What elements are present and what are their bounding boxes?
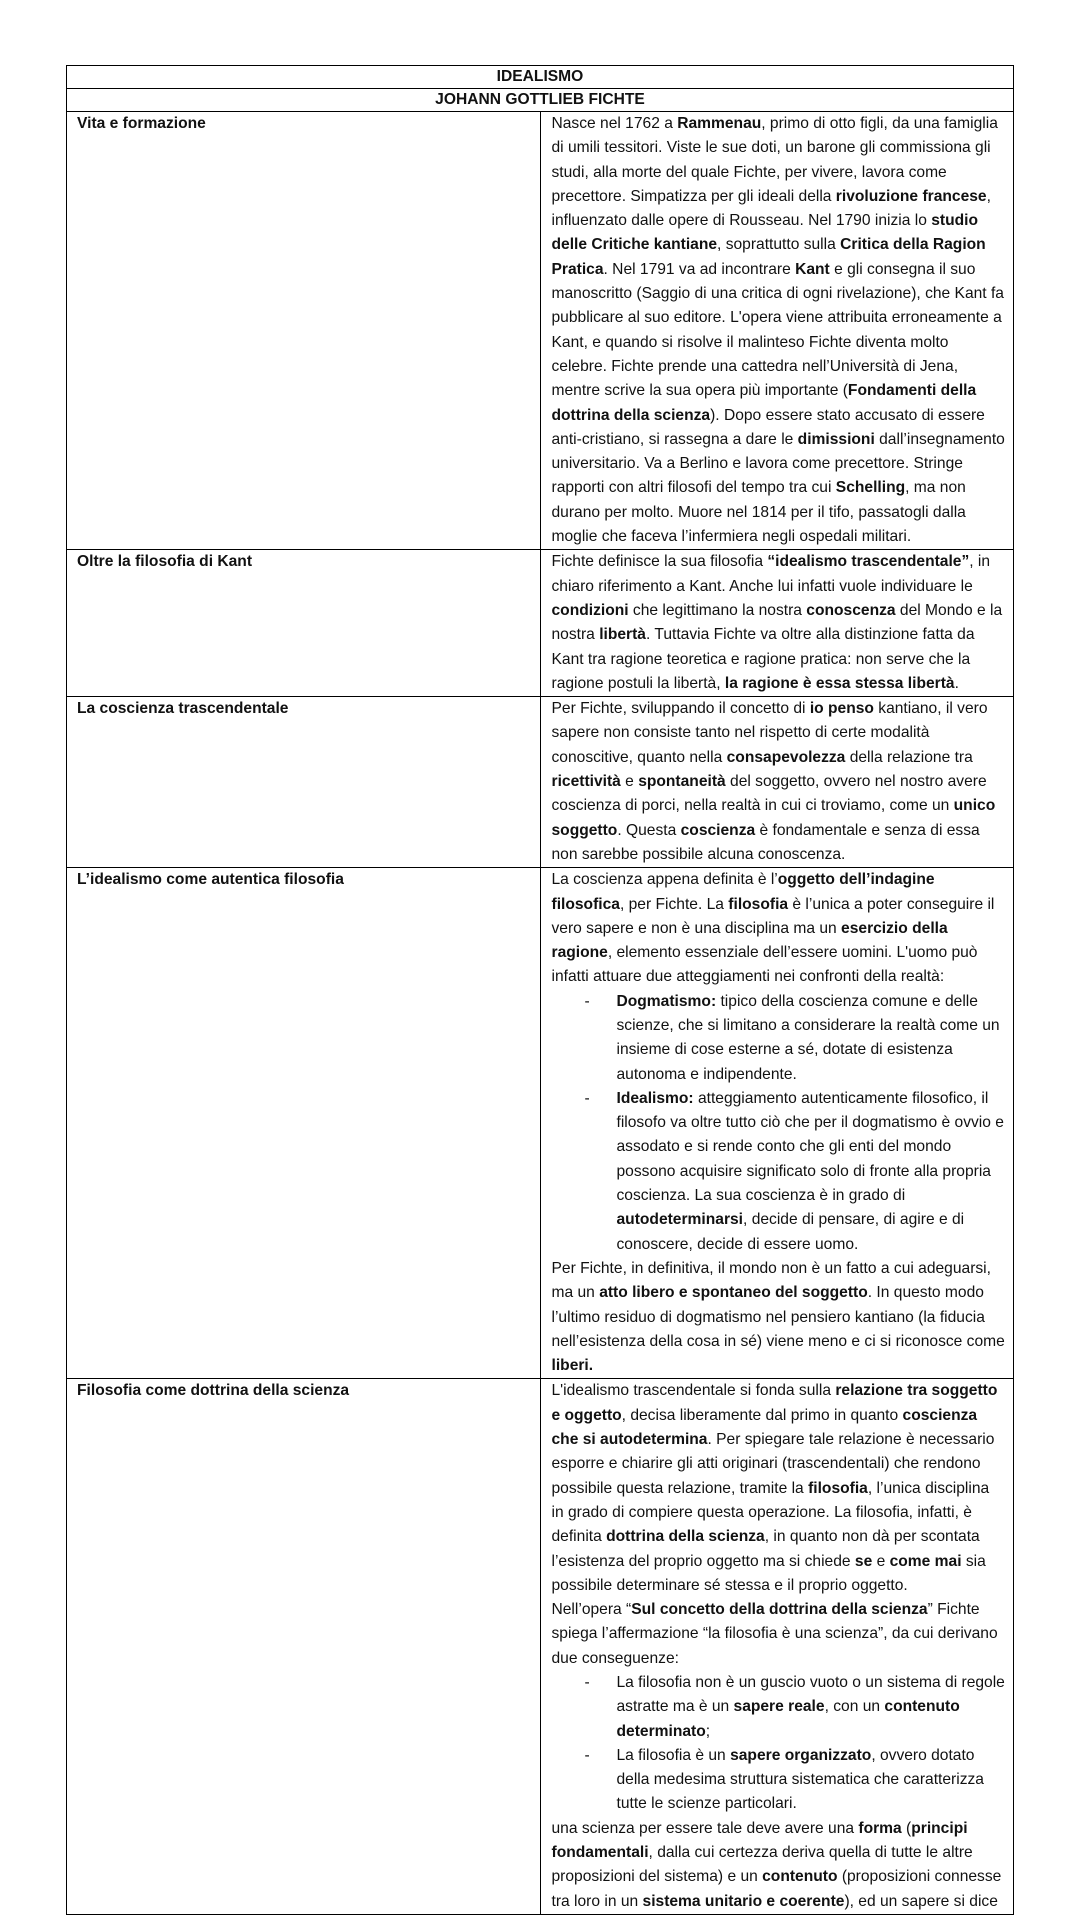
section-label: La coscienza trascendentale: [67, 697, 541, 868]
bold-term: contenuto: [762, 1868, 838, 1886]
bold-term: Fondamenti della dottrina della scienza: [551, 382, 977, 424]
bold-term: io penso: [809, 700, 874, 718]
bold-term: filosofia: [728, 895, 789, 913]
section-body: [540, 868, 1014, 1379]
section-label: Filosofia come dottrina della scienza: [67, 1379, 541, 1915]
bold-term: coscienza che si autodetermina: [551, 1406, 978, 1449]
bold-term: “idealismo trascendentale”: [767, 553, 970, 571]
paragraph: L'idealismo trascendentale si fonda sulla relazione tra soggetto e oggetto, decisa liberamente dal primo in quanto coscienza che si autodetermina. Per spiegare tale relazione è necessario esporre e chiarire gli atti originari (trascendentali) che rendono possibile questa relazione, tramite la filosofia, l’unica disciplina in grado di compiere questa operazione. La filosofia, infatti, è definita dottrina della scienza, in quanto non dà per scontata l’esistenza del proprio oggetto ma si chiede se e come mai sia possibile determinare sé stessa e il proprio oggetto.: [551, 1382, 998, 1594]
section-body: [540, 112, 1014, 550]
bold-term: conoscenza: [806, 601, 896, 619]
bold-term: Dogmatismo:: [616, 992, 717, 1010]
bold-term: condizioni: [551, 601, 629, 619]
bold-term: rivoluzione francese: [835, 187, 987, 205]
section-row: [67, 112, 1014, 550]
bullet-item: - La filosofia è un sapere organizzato, ovvero dotato della medesima struttura sistematica che caratterizza tutte le scienze particolari.: [552, 1744, 1006, 1817]
bold-term: relazione tra soggetto e oggetto: [551, 1382, 998, 1424]
section-label: Vita e formazione: [67, 112, 541, 550]
bold-term: unico soggetto: [551, 797, 996, 839]
bold-term: spontaneità: [638, 773, 726, 791]
bold-term: sistema unitario e coerente: [642, 1892, 845, 1910]
bold-term: se: [854, 1552, 873, 1570]
section-body: [540, 697, 1014, 868]
bold-term: libertà: [599, 626, 646, 644]
paragraph: una scienza per essere tale deve avere una forma (principi fondamentali, dalla cui certezza deriva quella di tutte le altre proposizioni del sistema) e un contenuto (proposizioni connesse tra loro in un sistema unitario e coerente), ed un sapere si dice: [551, 1819, 1002, 1910]
bold-term: atto libero e spontaneo del soggetto: [599, 1284, 868, 1302]
bold-term: la ragione è essa stessa libertà: [724, 674, 955, 692]
bold-term: sapere reale: [733, 1698, 825, 1716]
bold-term: Idealismo:: [616, 1089, 694, 1107]
bold-term: Rammenau: [677, 115, 762, 132]
paragraph: La coscienza appena definita è l’oggetto dell’indagine filosofica, per Fichte. La filosofia è l’unica a poter conseguire il vero sapere e non è una disciplina ma un esercizio della ragione, elemento essenziale dell’essere uomini. L'uomo può infatti attuare due atteggiamenti nei confronti della realtà:: [551, 871, 995, 986]
paragraph: Fichte definisce la sua filosofia “idealismo trascendentale”, in chiaro riferimento a Kant. Anche lui infatti vuole individuare le condizioni che legittimano la nostra conoscenza del Mondo e la nostra libertà. Tuttavia Fichte va oltre alla distinzione fatta da Kant tra ragione teoretica e ragione pratica: non serve che la ragione postuli la libertà, la ragione è essa stessa libertà.: [551, 553, 1003, 692]
title-row: [67, 66, 1014, 89]
bold-term: sapere organizzato: [730, 1746, 872, 1764]
section-row: [67, 697, 1014, 868]
section-body: [540, 550, 1014, 697]
paragraph: Per Fichte, in definitiva, il mondo non è un fatto a cui adeguarsi, ma un atto libero e spontaneo del soggetto. In questo modo l’ultimo residuo di dogmatismo nel pensiero kantiano (la fiducia nell’esistenza della cosa in sé) viene meno e ci si riconosce come liberi.: [551, 1259, 1005, 1375]
bold-term: coscienza: [680, 821, 756, 839]
bullet-item: - Dogmatismo: tipico della coscienza comune e delle scienze, che si limitano a considerare la realtà come un insieme di cose esterne a sé, dotate di esistenza autonoma e indipendente.: [552, 990, 1006, 1087]
bold-term: forma: [858, 1819, 902, 1837]
bold-term: dimissioni: [797, 430, 875, 448]
section-row: [67, 550, 1014, 697]
document-page: [66, 65, 1014, 1915]
bold-term: come mai: [889, 1552, 962, 1570]
document-subtitle: JOHANN GOTTLIEB FICHTE: [67, 89, 1014, 112]
bullet-item: - La filosofia non è un guscio vuoto o un sistema di regole astratte ma è un sapere reale, con un contenuto determinato;: [552, 1671, 1006, 1744]
bullet-list: [552, 1671, 1006, 1817]
paragraph: Nell’opera “Sul concetto della dottrina della scienza” Fichte spiega l’affermazione “la filosofia è una scienza”, da cui derivano due conseguenze:: [551, 1601, 998, 1667]
bold-term: filosofia: [808, 1479, 868, 1497]
bold-term: autodeterminarsi: [616, 1211, 744, 1229]
bold-term: Kant: [795, 260, 830, 278]
bold-term: Sul concetto della dottrina della scienza: [631, 1601, 928, 1619]
bullet-item: - Idealismo: atteggiamento autenticamente filosofico, il filosofo va oltre tutto ciò che per il dogmatismo è ovvio e assodato e si rende conto che gli enti del mondo possono acquisire significato solo di fronte alla propria coscienza. La sua coscienza è in grado di autodeterminarsi, decide di pensare, di agire e di conoscere, decide di essere uomo.: [552, 1087, 1006, 1257]
section-row: [67, 1379, 1014, 1915]
paragraph: Per Fichte, sviluppando il concetto di io penso kantiano, il vero sapere non consiste tanto nel rispetto di certe modalità conoscitive, quanto nella consapevolezza della relazione tra ricettività e spontaneità del soggetto, ovvero nel nostro avere coscienza di porci, nella realtà in cui ci troviamo, come un unico soggetto. Questa coscienza è fondamentale e senza di essa non sarebbe possibile alcuna conoscenza.: [551, 700, 996, 863]
subtitle-row: [67, 89, 1014, 112]
document-title: IDEALISMO: [67, 66, 1014, 89]
paragraph: Nasce nel 1762 a Rammenau, primo di otto figli, da una famiglia di umili tessitori. Viste le sue doti, un barone gli commissiona gli studi, alla morte del quale Fichte, per vivere, lavora come precettore. Simpatizza per gli ideali della rivoluzione francese, influenzato dalle opere di Rousseau. Nel 1790 inizia lo studio delle Critiche kantiane, soprattutto sulla Critica della Ragion Pratica. Nel 1791 va ad incontrare Kant e gli consegna il suo manoscritto (Saggio di una critica di ogni rivelazione), che Kant fa pubblicare al suo editore. L'opera viene attribuita erroneamente a Kant, e quando si risolve il malinteso Fichte diventa molto celebre. Fichte prende una cattedra nell’Università di Jena, mentre scrive la sua opera più importante (Fondamenti della dottrina della scienza). Dopo essere stato accusato di essere anti-cristiano, si rassegna a dare le dimissioni dall’insegnamento universitario. Va a Berlino e lavora come precettore. Stringe rapporti con altri filosofi del tempo tra cui Schelling, ma non durano per molto. Muore nel 1814 per il tifo, passatogli dalla moglie che faceva l’infermiera negli ospedali militari.: [551, 115, 1005, 546]
section-row: [67, 868, 1014, 1379]
bold-term: principi fondamentali: [551, 1819, 968, 1862]
notes-table: [66, 65, 1014, 1915]
section-label: L’idealismo come autentica filosofia: [67, 868, 541, 1379]
bold-term: Critica della Ragion Pratica: [551, 236, 986, 278]
bold-term: contenuto determinato: [616, 1698, 960, 1740]
section-body: [540, 1379, 1014, 1915]
bold-term: consapevolezza: [726, 748, 846, 766]
bold-term: esercizio della ragione: [551, 919, 948, 962]
bold-term: dottrina della scienza: [606, 1528, 765, 1546]
section-label: Oltre la filosofia di Kant: [67, 550, 541, 697]
bold-term: liberi.: [551, 1357, 594, 1375]
bullet-list: [552, 990, 1006, 1257]
bold-term: oggetto dell’indagine filosofica: [551, 871, 935, 913]
bold-term: Schelling: [835, 479, 906, 497]
bold-term: ricettività: [551, 773, 621, 791]
bold-term: studio delle Critiche kantiane: [551, 212, 978, 254]
